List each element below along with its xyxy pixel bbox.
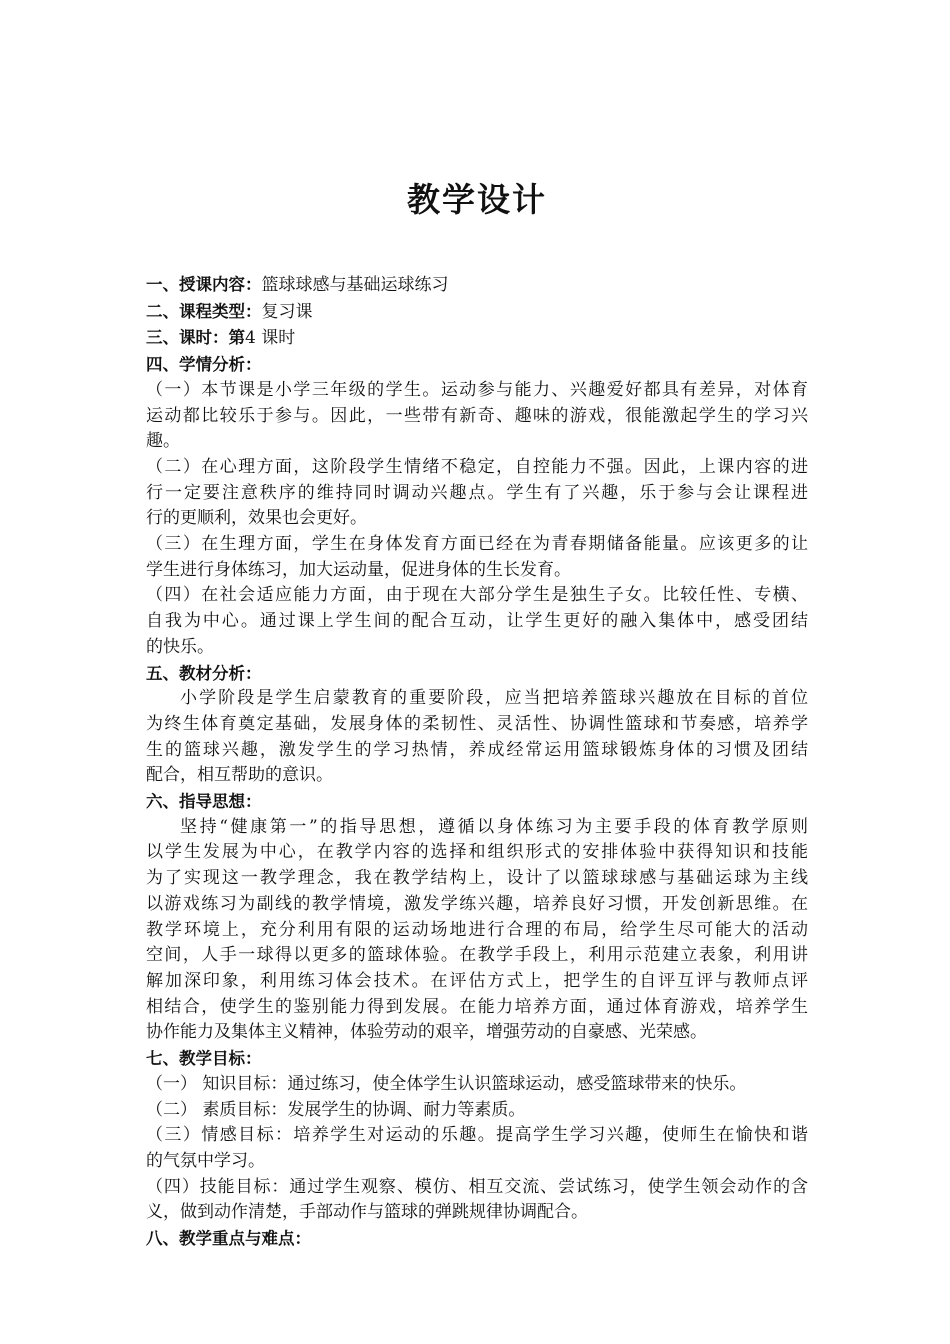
paragraph-line: （四）在社会适应能力方面，由于现在大部分学生是独生子女。比较任性、专横、	[146, 585, 808, 606]
section-value: 复习课	[261, 301, 313, 322]
paragraph-line: 生的篮球兴趣，激发学生的学习热情，养成经常运用篮球锻炼身体的习惯及团结	[146, 739, 808, 760]
paragraph-line: 相结合，使学生的鉴别能力得到发展。在能力培养方面，通过体育游戏，培养学生	[146, 996, 808, 1017]
paragraph-line: 以游戏练习为副线的教学情境，激发学练兴趣，培养良好习惯，开发创新思维。在	[146, 893, 808, 914]
paragraph-line: 趣。	[146, 431, 180, 452]
section-value: 4 课时	[245, 328, 296, 349]
paragraph-line: 为了实现这一教学理念，我在教学结构上，设计了以篮球球感与基础运球为主线	[146, 868, 808, 889]
section-label: 一、授课内容：	[146, 275, 262, 294]
section-teaching-content	[146, 272, 808, 299]
paragraph-line: 解加深印象，利用练习体会技术。在评估方式上，把学生的自评互评与教师点评	[146, 970, 808, 991]
document-title: 教学设计	[407, 180, 547, 219]
paragraph-line: 教学环境上，充分利用有限的运动场地进行合理的布局，给学生尽可能大的活动	[146, 919, 808, 940]
paragraph-line: （一）本节课是小学三年级的学生。运动参与能力、兴趣爱好都具有差异，对体育	[146, 379, 808, 400]
section-course-type	[146, 299, 808, 326]
paragraph-line: 以学生发展为中心，在教学内容的选择和组织形式的安排体验中获得知识和技能	[146, 842, 808, 863]
section-guiding-thought-heading: 六、指导思想：	[146, 792, 262, 812]
section-student-analysis-heading: 四、学情分析：	[146, 355, 262, 375]
paragraph-line: 行一定要注意秩序的维持同时调动兴趣点。学生有了兴趣，乐于参与会让课程进	[146, 482, 808, 503]
paragraph-line: （二） 素质目标：发展学生的协调、耐力等素质。	[146, 1099, 526, 1120]
section-value: 篮球球感与基础运球练习	[261, 275, 449, 295]
paragraph-line: 的气氛中学习。	[146, 1150, 265, 1171]
paragraph-line: 行的更顺利，效果也会更好。	[146, 508, 367, 529]
section-prefix: 第	[228, 328, 245, 348]
paragraph-line: （二）在心理方面，这阶段学生情绪不稳定，自控能力不强。因此，上课内容的进	[146, 456, 808, 477]
paragraph-line: 的快乐。	[146, 636, 214, 657]
paragraph-line: 为终生体育奠定基础，发展身体的柔韧性、灵活性、协调性篮球和节奏感，培养学	[146, 713, 808, 734]
section-teaching-goals-heading: 七、教学目标：	[146, 1049, 262, 1069]
paragraph-line: 协作能力及集体主义精神，体验劳动的艰辛，增强劳动的自豪感、光荣感。	[146, 1022, 707, 1043]
paragraph-line: 义，做到动作清楚，手部动作与篮球的弹跳规律协调配合。	[146, 1202, 588, 1223]
paragraph-line: 自我为中心。通过课上学生间的配合互动，让学生更好的融入集体中，感受团结	[146, 611, 808, 632]
section-material-analysis-heading: 五、教材分析：	[146, 663, 262, 683]
section-label: 二、课程类型：	[146, 301, 262, 321]
paragraph-line: （三）情感目标：培养学生对运动的乐趣。提高学生学习兴趣，使师生在愉快和谐	[146, 1125, 808, 1146]
paragraph-line: （三）在生理方面，学生在身体发育方面已经在为青春期储备能量。应该更多的让	[146, 534, 808, 555]
paragraph-line: 配合，相互帮助的意识。	[146, 765, 333, 786]
paragraph-line: 坚持“健康第一”的指导思想，遵循以身体练习为主要手段的体育教学原则	[180, 816, 808, 837]
section-class-hours	[146, 325, 808, 352]
paragraph-line: （四）技能目标：通过学生观察、模仿、相互交流、尝试练习，使学生领会动作的含	[146, 1176, 808, 1197]
section-label: 三、课时：	[146, 328, 229, 348]
paragraph-line: 小学阶段是学生启蒙教育的重要阶段，应当把培养篮球兴趣放在目标的首位	[180, 688, 808, 709]
section-key-points-heading: 八、教学重点与难点：	[146, 1229, 311, 1249]
paragraph-line: 学生进行身体练习，加大运动量，促进身体的生长发育。	[146, 559, 571, 580]
paragraph-line: （一） 知识目标：通过练习，使全体学生认识篮球运动，感受篮球带来的快乐。	[146, 1073, 747, 1094]
document-body	[146, 272, 808, 1252]
paragraph-line: 空间，人手一球得以更多的篮球体验。在教学手段上，利用示范建立表象，利用讲	[146, 945, 808, 966]
paragraph-line: 运动都比较乐于参与。因此，一些带有新奇、趣味的游戏，很能激起学生的学习兴	[146, 405, 808, 426]
